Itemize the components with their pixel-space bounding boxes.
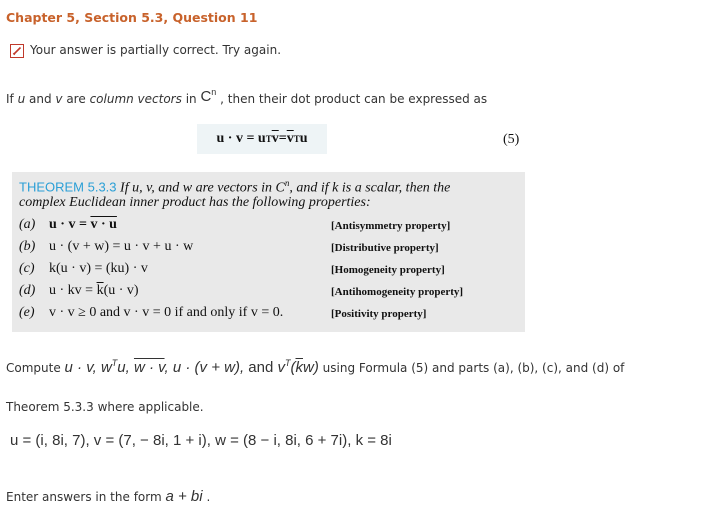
property-row-c: (c) k(u · v) = (ku) · v [Homogeneity property] (19, 261, 445, 276)
property-row-b: (b) u · (v + w) = u · v + u · w [Distributive property] (19, 239, 439, 254)
complex-space-symbol: $C^n$ (200, 87, 217, 105)
question-title: Chapter 5, Section 5.3, Question 11 (6, 10, 258, 25)
expressions-to-compute: u · v, $w^Tu$, w · v, u · (v + w), and $v^T(\overline{k}w)$ (64, 358, 319, 376)
theorem-name: THEOREM 5.3.3 (19, 179, 117, 195)
property-row-e: (e) v · v ≥ 0 and v · v = 0 if and only if v = 0. [Positivity property] (19, 305, 427, 320)
theorem-box (12, 172, 525, 332)
dot-product-formula: u · v = u T $\overline{v}$ = $\overline{v}$ T u (197, 124, 327, 154)
compute-instructions: Compute u · v, $w^Tu$, w · v, u · (v + w), and $v^T(\overline{k}w)$ using Formula (5) and parts (a), (b), (c), and (d) of (6, 358, 625, 376)
formula-number: (5) (503, 132, 520, 147)
theorem-heading-line2: complex Euclidean inner product has the following properties: (19, 195, 371, 210)
status-message: Your answer is partially correct. Try again. (30, 43, 282, 57)
answer-form-instructions: Enter answers in the form a + bi . (6, 488, 211, 505)
theorem-heading: THEOREM 5.3.3 If u, v, and w are vectors in $C^n$, and if k is a scalar, then the (19, 178, 451, 196)
property-row-d: (d) u · kv = $\overline{k}(u \cdot v)$ [Antihomogeneity property] (19, 283, 464, 298)
intro-text: If u and v are column vectors in $C^n$ , then their dot product can be expressed as (6, 87, 488, 106)
theorem-reference-text: Theorem 5.3.3 where applicable. (6, 400, 204, 414)
property-row-a: (a) u · v = v · u [Antisymmetry property] (19, 217, 451, 232)
vector-definitions: u = (i, 8i, 7), v = (7, − 8i, 1 + i), w = (8 − i, 8i, 6 + 7i), k = 8i (10, 432, 392, 449)
pencil-check-icon (10, 44, 24, 58)
